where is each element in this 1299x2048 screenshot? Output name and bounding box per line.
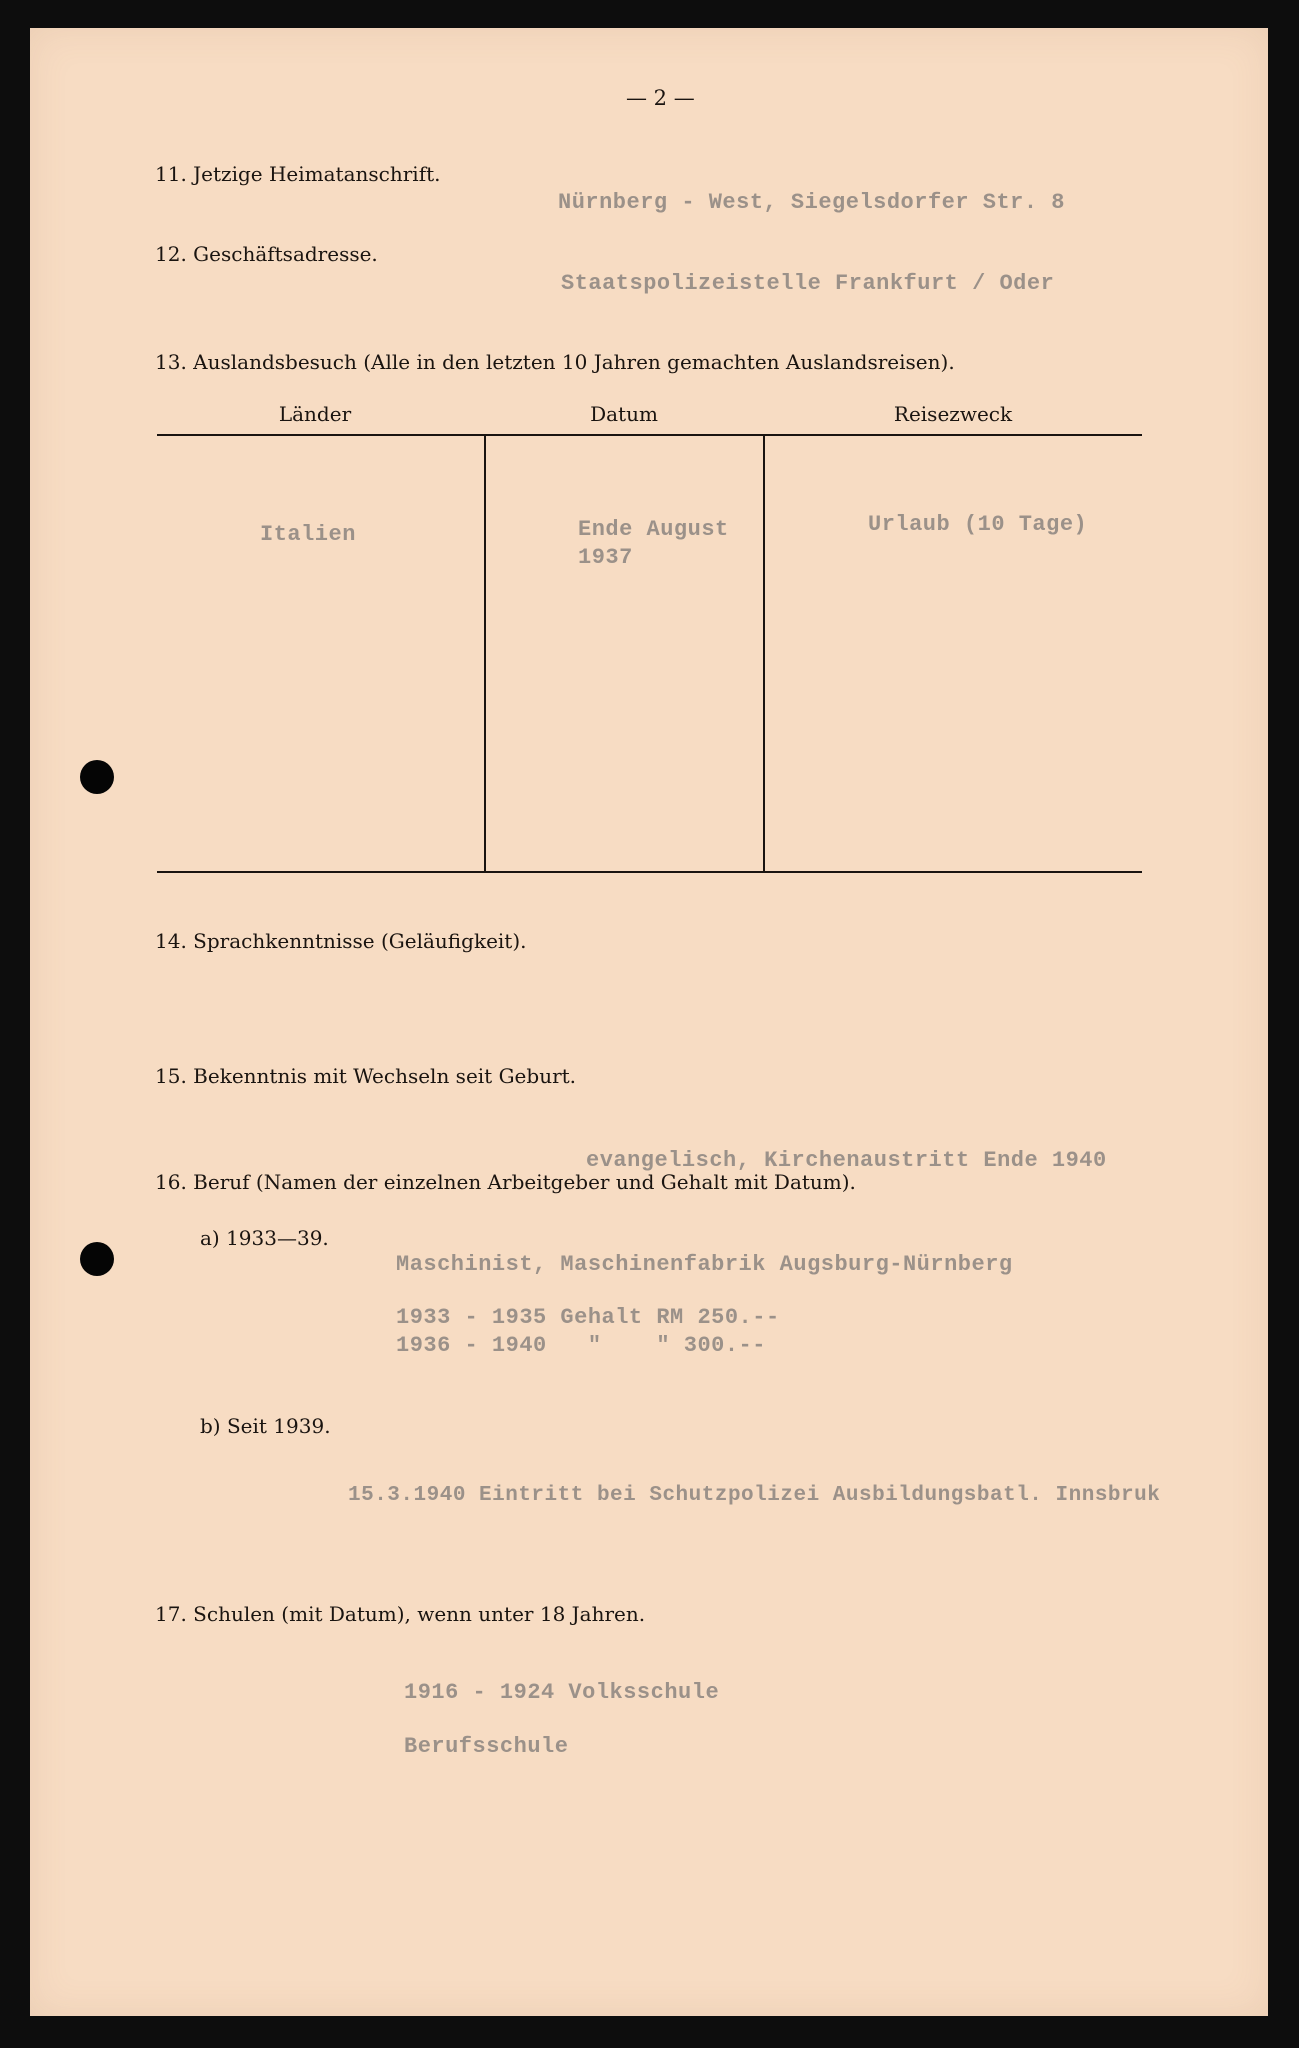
q16-label: 16. Beruf (Namen der einzelnen Arbeitgeber und Gehalt mit Datum). [155, 1170, 856, 1194]
table-header-rule [157, 434, 1142, 436]
q15-answer: evangelisch, Kirchenaustritt Ende 1940 [586, 1148, 1107, 1173]
q16b-label: b) Seit 1939. [200, 1414, 331, 1438]
document-page [30, 28, 1268, 2016]
q17-answer-2: Berufsschule [404, 1734, 569, 1759]
q16b-answer: 15.3.1940 Eintritt bei Schutzpolizei Ausbildungsbatl. Innsbruk [348, 1484, 1161, 1507]
column-header-laender: Länder [278, 402, 352, 426]
q16a-salary: 1933 - 1935 Gehalt RM 250.-- 1936 - 1940 " " 300.-- [396, 1305, 780, 1358]
punch-hole-lower [80, 1242, 114, 1276]
q15-label: 15. Bekenntnis mit Wechseln seit Geburt. [155, 1064, 577, 1088]
q16a-answer: Maschinist, Maschinenfabrik Augsburg-Nürnberg [396, 1252, 1013, 1277]
table-bottom-rule [157, 871, 1142, 873]
column-header-datum: Datum [590, 402, 658, 426]
q17-answer-1: 1916 - 1924 Volksschule [404, 1680, 720, 1705]
q14-label: 14. Sprachkenntnisse (Geläufigkeit). [155, 929, 527, 953]
page-number: — 2 — [626, 86, 695, 110]
table-cell-land: Italien [260, 522, 356, 547]
q11-answer: Nürnberg - West, Siegelsdorfer Str. 8 [558, 190, 1065, 215]
q13-label: 13. Auslandsbesuch (Alle in den letzten 10 Jahren gemachten Auslandsreisen). [155, 350, 955, 374]
q12-answer: Staatspolizeistelle Frankfurt / Oder [561, 271, 1055, 296]
table-cell-zweck: Urlaub (10 Tage) [868, 512, 1088, 537]
q17-label: 17. Schulen (mit Datum), wenn unter 18 Jahren. [155, 1602, 646, 1626]
q16a-label: a) 1933—39. [200, 1226, 329, 1250]
column-header-reisezweck: Reisezweck [893, 402, 1013, 426]
table-divider-2 [763, 436, 765, 872]
punch-hole-upper [80, 760, 114, 794]
q12-label: 12. Geschäftsadresse. [155, 242, 378, 266]
table-cell-datum: Ende August 1937 [578, 517, 729, 570]
table-divider-1 [484, 436, 486, 872]
q11-label: 11. Jetzige Heimatanschrift. [155, 162, 441, 186]
